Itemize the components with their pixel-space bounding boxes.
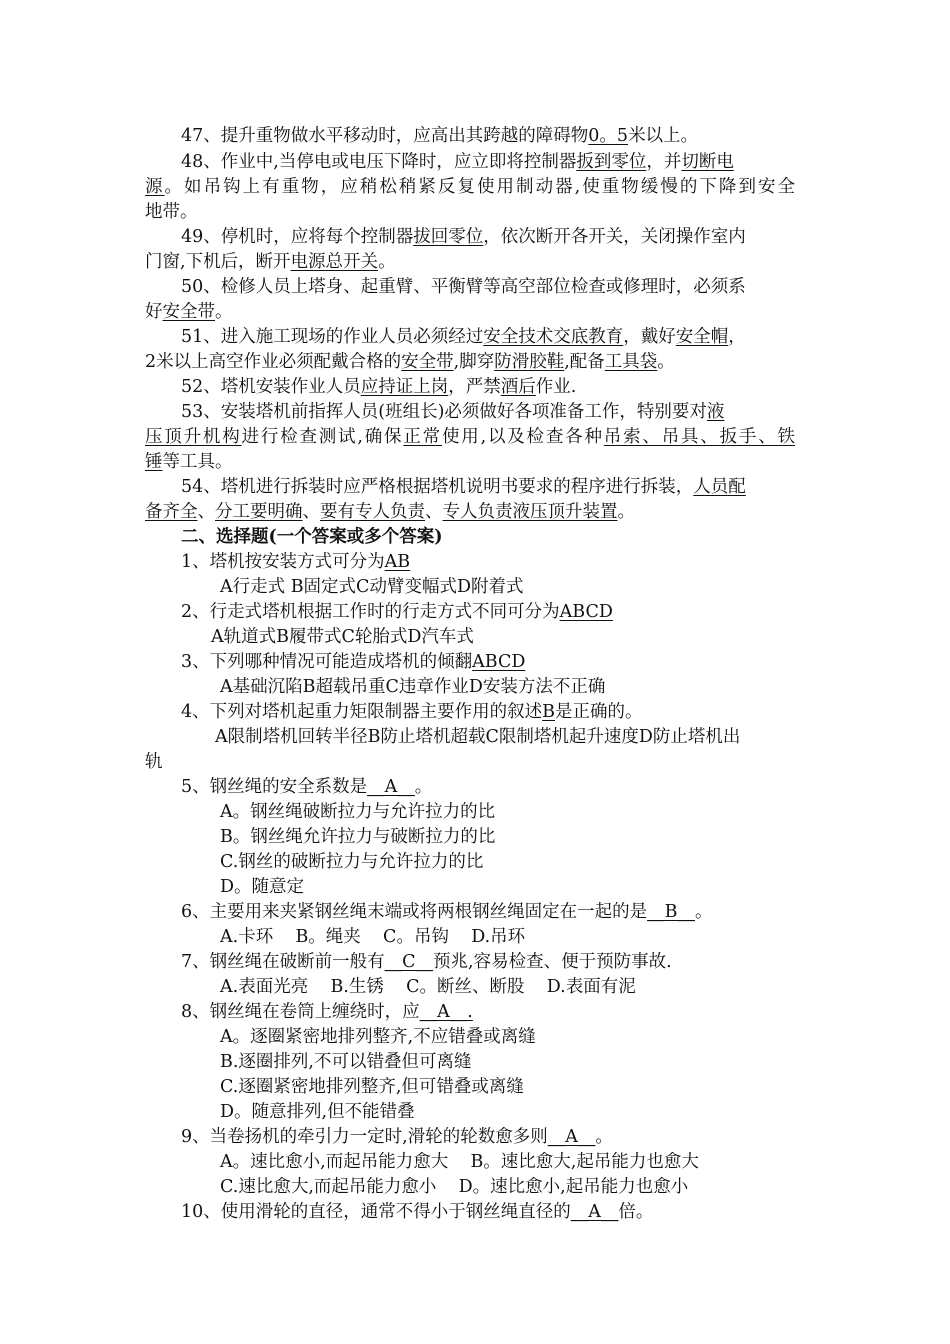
answer-blank: 压顶升机构 <box>145 427 242 447</box>
answer-blank: 扳到零位 <box>576 152 647 172</box>
answer-blank: 安全技术交底教育 <box>483 327 624 347</box>
text-line <box>181 700 643 724</box>
text-segment: ，依次断开各开关，关闭操作室内 <box>483 227 746 247</box>
text-segment: A。钢丝绳破断拉力与允许拉力的比 <box>220 802 496 822</box>
answer-blank: 安全帽 <box>675 327 729 347</box>
text-segment: 49、停机时，应将每个控制器 <box>181 227 414 247</box>
text-line <box>145 500 635 524</box>
text-segment: 6、主要用来夹紧钢丝绳末端或将两根钢丝绳固定在一起的是 <box>181 902 648 922</box>
text-line <box>145 350 675 374</box>
answer-blank: 分工要明确 <box>215 502 303 522</box>
text-segment: 米以上。 <box>628 126 699 146</box>
text-segment: A。速比愈小,而起吊能力愈大 B。速比愈大,起吊能力也愈大 <box>220 1152 699 1172</box>
text-line <box>181 775 432 799</box>
text-segment: 。 <box>414 777 433 797</box>
text-line <box>181 900 713 924</box>
text-segment: 50、检修人员上塔身、起重臂、平衡臂等高空部位检查或修理时，必须系 <box>181 277 746 297</box>
text-line <box>181 124 698 148</box>
option-line <box>220 1025 536 1049</box>
text-segment: 门窗,下机后，断开 <box>145 252 291 272</box>
text-segment: 、 <box>425 502 443 522</box>
text-segment: 。 <box>657 352 675 372</box>
answer-blank: 酒后 <box>500 377 536 397</box>
text-segment: ， <box>728 327 746 347</box>
text-line <box>181 475 746 499</box>
text-line <box>181 950 672 974</box>
text-segment: ,脚穿 <box>453 352 495 372</box>
answer-blank: AB <box>384 552 411 572</box>
text-segment: 。 <box>617 502 635 522</box>
text-segment: 。 <box>215 302 233 322</box>
answer-blank: 应持证上岗 <box>360 377 449 397</box>
text-line <box>181 225 746 249</box>
option-line <box>220 1175 688 1199</box>
answer-blank: __A__ <box>570 1202 619 1222</box>
text-segment: 47、提升重物做水平移动时，应高出其跨越的障碍物 <box>181 126 589 146</box>
text-line <box>181 650 525 674</box>
answer-blank: ABCD <box>472 652 526 672</box>
text-line <box>181 325 746 349</box>
text-segment: 。 <box>695 902 713 922</box>
text-segment: 5、钢丝绳的安全系数是 <box>181 777 368 797</box>
text-line <box>181 150 734 174</box>
answer-blank: B <box>542 702 556 722</box>
text-segment: A轨道式B履带式C轮胎式D汽车式 <box>211 627 474 647</box>
text-segment: C.钢丝的破断拉力与允许拉力的比 <box>220 852 484 872</box>
text-line <box>145 425 795 449</box>
text-segment: 9、当卷扬机的牵引力一定时,滑轮的轮数愈多则 <box>181 1127 548 1147</box>
answer-blank: __B__ <box>647 902 696 922</box>
text-line <box>181 550 410 574</box>
answer-blank: 液 <box>706 402 725 422</box>
option-line <box>220 1150 699 1174</box>
text-segment: 进行检查测试,确保 <box>241 427 404 447</box>
text-segment: 54、塔机进行拆装时应严格根据塔机说明书要求的程序进行拆装， <box>181 477 694 497</box>
text-line <box>181 400 724 424</box>
answer-blank: 人员配 <box>693 477 746 497</box>
answer-blank: 0。5 <box>588 126 629 146</box>
text-segment: A限制塔机回转半径B防止塔机超载C限制塔机起升速度D防止塔机出 <box>215 727 741 747</box>
text-segment: 好 <box>145 302 163 322</box>
text-segment: 8、钢丝绳在卷筒上缠绕时，应 <box>181 1002 420 1022</box>
text-segment: 52、塔机安装作业人员 <box>181 377 361 397</box>
option-line <box>220 1075 524 1099</box>
option-line <box>220 1100 415 1124</box>
text-segment: 倍。 <box>618 1202 654 1222</box>
text-line <box>181 1200 653 1224</box>
text-segment: A基础沉陷B超载吊重C违章作业D安装方法不正确 <box>220 677 606 697</box>
text-segment: 51、进入施工现场的作业人员必须经过 <box>181 327 484 347</box>
text-line <box>145 200 198 224</box>
text-segment: 7、钢丝绳在破断前一般有 <box>181 952 385 972</box>
text-segment: A。逐圈紧密地排列整齐,不应错叠或离缝 <box>220 1027 536 1047</box>
option-line <box>220 925 525 949</box>
text-line <box>145 175 795 199</box>
option-line <box>220 575 523 599</box>
text-segment: A.表面光亮 B.生锈 C。断丝、断股 D.表面有泥 <box>220 977 636 997</box>
answer-blank: ABCD <box>559 602 613 622</box>
answer-blank: __C__ <box>384 952 434 972</box>
answer-blank: 拔回零位 <box>413 227 484 247</box>
text-segment: 作业. <box>535 377 577 397</box>
answer-blank: 要有专人负责 <box>320 502 425 522</box>
answer-blank: 备齐全 <box>145 502 198 522</box>
text-segment: C.逐圈紧密地排列整齐,但可错叠或离缝 <box>220 1077 524 1097</box>
text-segment: 使用,以及检查各种 <box>441 427 604 447</box>
option-line <box>220 800 495 824</box>
answer-blank: __A__ <box>547 1127 596 1147</box>
option-line <box>211 625 474 649</box>
text-line <box>181 275 746 299</box>
text-segment: 是正确的。 <box>555 702 643 722</box>
text-segment: 、 <box>197 502 215 522</box>
text-segment: 预兆,容易检查、便于预防事故. <box>433 952 672 972</box>
text-segment: ，严禁 <box>448 377 501 397</box>
text-segment: 2米以上高空作业必须配戴合格的 <box>145 352 402 372</box>
text-segment: 。 <box>378 252 396 272</box>
text-segment: 轨 <box>145 752 163 772</box>
answer-blank: 锤 <box>145 452 163 472</box>
text-segment: 3、下列哪种情况可能造成塔机的倾翻 <box>181 652 473 672</box>
text-segment: ，戴好 <box>623 327 676 347</box>
answer-blank: 正常 <box>403 427 442 447</box>
text-segment: 地带。 <box>145 202 198 222</box>
text-segment: 二、选择题(一个答案或多个答案) <box>181 527 443 547</box>
section-heading <box>181 525 443 549</box>
text-line <box>145 250 396 274</box>
text-segment: 。如吊钩上有重物，应稍松稍紧反复使用制动器,使重物缓慢的下降到安全 <box>164 177 796 197</box>
answer-blank: __A__. <box>419 1002 473 1022</box>
text-segment: 48、作业中,当停电或电压下降时，应立即将控制器 <box>181 152 577 172</box>
answer-blank: 专人负责液压顶升装置 <box>442 502 618 522</box>
text-line <box>181 1000 473 1024</box>
answer-blank: 安全带 <box>162 302 215 322</box>
text-segment: 4、下列对塔机起重力矩限制器主要作用的叙述 <box>181 702 543 722</box>
text-line <box>145 300 233 324</box>
text-segment: D。随意定 <box>220 877 305 897</box>
text-segment: ，并 <box>646 152 682 172</box>
answer-blank: 电源总开关 <box>290 252 379 272</box>
option-line <box>220 1050 472 1074</box>
text-segment: 1、塔机按安装方式可分为 <box>181 552 385 572</box>
text-segment: 等工具。 <box>162 452 233 472</box>
answer-blank: 防滑胶鞋 <box>494 352 565 372</box>
option-line <box>220 975 636 999</box>
answer-blank: 安全带 <box>401 352 454 372</box>
text-segment: 、 <box>302 502 320 522</box>
answer-blank: 工具袋 <box>604 352 658 372</box>
text-segment: A行走式 B固定式C动臂变幅式D附着式 <box>220 577 524 597</box>
option-line <box>220 850 483 874</box>
text-line <box>145 750 163 774</box>
option-line <box>215 725 740 749</box>
text-line <box>181 375 576 399</box>
text-segment: ,配备 <box>564 352 605 372</box>
answer-blank: __A__ <box>367 777 415 797</box>
text-segment: B。钢丝绳允许拉力与破断拉力的比 <box>220 827 496 847</box>
text-line <box>181 1125 613 1149</box>
answer-blank: 切断电 <box>681 152 734 172</box>
text-line <box>181 600 613 624</box>
text-segment: B.逐圈排列,不可以错叠但可离缝 <box>220 1052 472 1072</box>
answer-blank: 吊索、吊具、扳手、铁 <box>603 427 796 447</box>
answer-blank: 源 <box>145 177 165 197</box>
text-segment: 。 <box>595 1127 613 1147</box>
text-line <box>145 450 233 474</box>
text-segment: A.卡环 B。绳夹 C。吊钩 D.吊环 <box>220 927 526 947</box>
text-segment: 2、行走式塔机根据工作时的行走方式不同可分为 <box>181 602 560 622</box>
option-line <box>220 875 304 899</box>
option-line <box>220 675 605 699</box>
option-line <box>220 825 495 849</box>
text-segment: C.速比愈大,而起吊能力愈小 D。速比愈小,起吊能力也愈小 <box>220 1177 689 1197</box>
text-segment: D。随意排列,但不能错叠 <box>220 1102 415 1122</box>
text-segment: 53、安装塔机前指挥人员(班组长)必须做好各项准备工作，特别要对 <box>181 402 707 422</box>
text-segment: 10、使用滑轮的直径，通常不得小于钢丝绳直径的 <box>181 1202 571 1222</box>
